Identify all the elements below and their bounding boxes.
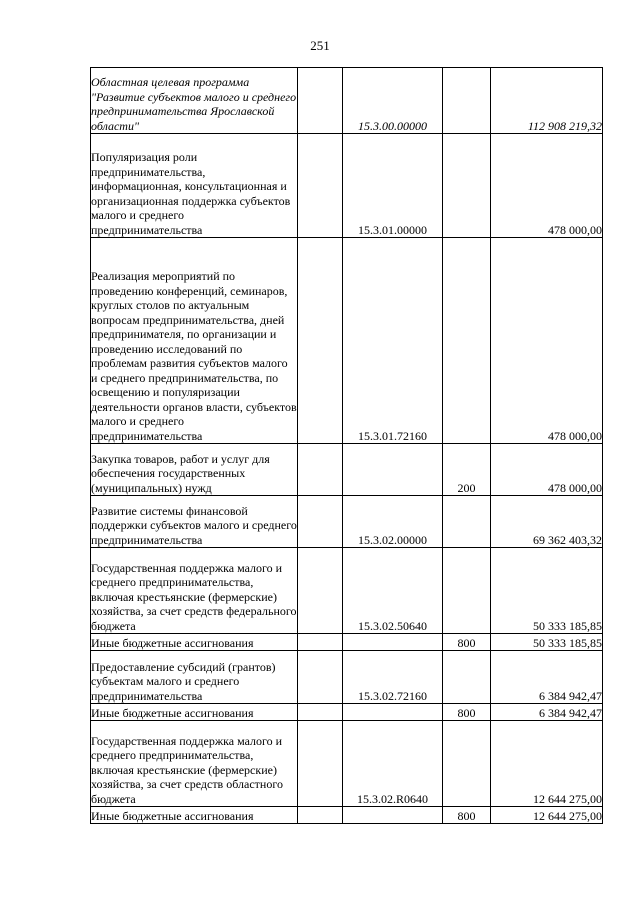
row-type: 800 [443, 807, 491, 824]
row-code: 15.3.01.72160 [343, 238, 443, 444]
table-row [91, 721, 603, 807]
row-amount: 12 644 275,00 [491, 807, 603, 824]
row-name: Иные бюджетные ассигнования [91, 634, 298, 651]
row-code: 15.3.02.72160 [343, 651, 443, 704]
row-type [443, 548, 491, 634]
row-type [443, 651, 491, 704]
empty-cell [298, 68, 343, 134]
row-amount: 6 384 942,47 [491, 704, 603, 721]
row-code: 15.3.00.00000 [343, 68, 443, 134]
row-name: Областная целевая программа "Развитие субъектов малого и среднего предпринимательства Ярославской области" [91, 68, 298, 134]
empty-cell [298, 634, 343, 651]
row-code: 15.3.02.R0640 [343, 721, 443, 807]
empty-cell [298, 548, 343, 634]
empty-cell [298, 444, 343, 496]
table-row [91, 68, 603, 134]
empty-cell [298, 704, 343, 721]
row-type: 200 [443, 444, 491, 496]
row-name: Закупка товаров, работ и услуг для обеспечения государственных (муниципальных) нужд [91, 444, 298, 496]
table-row [91, 704, 603, 721]
row-name: Государственная поддержка малого и среднего предпринимательства, включая крестьянские (фермерские) хозяйства, за счет средств областного бюджета [91, 721, 298, 807]
row-code [343, 807, 443, 824]
empty-cell [298, 238, 343, 444]
row-amount: 50 333 185,85 [491, 634, 603, 651]
table-row [91, 651, 603, 704]
row-amount: 12 644 275,00 [491, 721, 603, 807]
row-amount: 478 000,00 [491, 134, 603, 238]
budget-table-body [91, 68, 603, 824]
row-amount: 69 362 403,32 [491, 496, 603, 548]
row-name: Предоставление субсидий (грантов) субъектам малого и среднего предпринимательства [91, 651, 298, 704]
table-row [91, 238, 603, 444]
row-code: 15.3.02.00000 [343, 496, 443, 548]
row-name: Развитие системы финансовой поддержки субъектов малого и среднего предпринимательства [91, 496, 298, 548]
budget-table [90, 67, 603, 824]
row-code [343, 444, 443, 496]
table-row [91, 496, 603, 548]
table-row [91, 134, 603, 238]
row-type [443, 68, 491, 134]
row-code [343, 634, 443, 651]
table-row [91, 807, 603, 824]
row-name: Иные бюджетные ассигнования [91, 704, 298, 721]
table-row [91, 444, 603, 496]
row-type [443, 721, 491, 807]
empty-cell [298, 134, 343, 238]
empty-cell [298, 721, 343, 807]
row-amount: 478 000,00 [491, 444, 603, 496]
row-type: 800 [443, 634, 491, 651]
row-type [443, 134, 491, 238]
row-code: 15.3.01.00000 [343, 134, 443, 238]
row-name: Популяризация роли предпринимательства, информационная, консультационная и организационная поддержка субъектов малого и среднего предпринимательства [91, 134, 298, 238]
row-code [343, 704, 443, 721]
row-name: Иные бюджетные ассигнования [91, 807, 298, 824]
empty-cell [298, 651, 343, 704]
row-amount: 50 333 185,85 [491, 548, 603, 634]
page-number: 251 [310, 38, 330, 53]
table-row [91, 548, 603, 634]
row-name: Реализация мероприятий по проведению конференций, семинаров, круглых столов по актуальным вопросам предпринимательства, дней предпринимателя, по организации и проведению исследований по проблемам развития субъектов малого и среднего предпринимательства, по освещению и популяризации деятельности органов власти, субъектов малого и среднего предпринимательства [91, 238, 298, 444]
row-name: Государственная поддержка малого и среднего предпринимательства, включая крестьянские (фермерские) хозяйства, за счет средств федерального бюджета [91, 548, 298, 634]
row-type [443, 496, 491, 548]
row-type [443, 238, 491, 444]
table-row [91, 634, 603, 651]
row-type: 800 [443, 704, 491, 721]
empty-cell [298, 496, 343, 548]
row-amount: 112 908 219,32 [491, 68, 603, 134]
row-amount: 478 000,00 [491, 238, 603, 444]
empty-cell [298, 807, 343, 824]
row-code: 15.3.02.50640 [343, 548, 443, 634]
row-amount: 6 384 942,47 [491, 651, 603, 704]
